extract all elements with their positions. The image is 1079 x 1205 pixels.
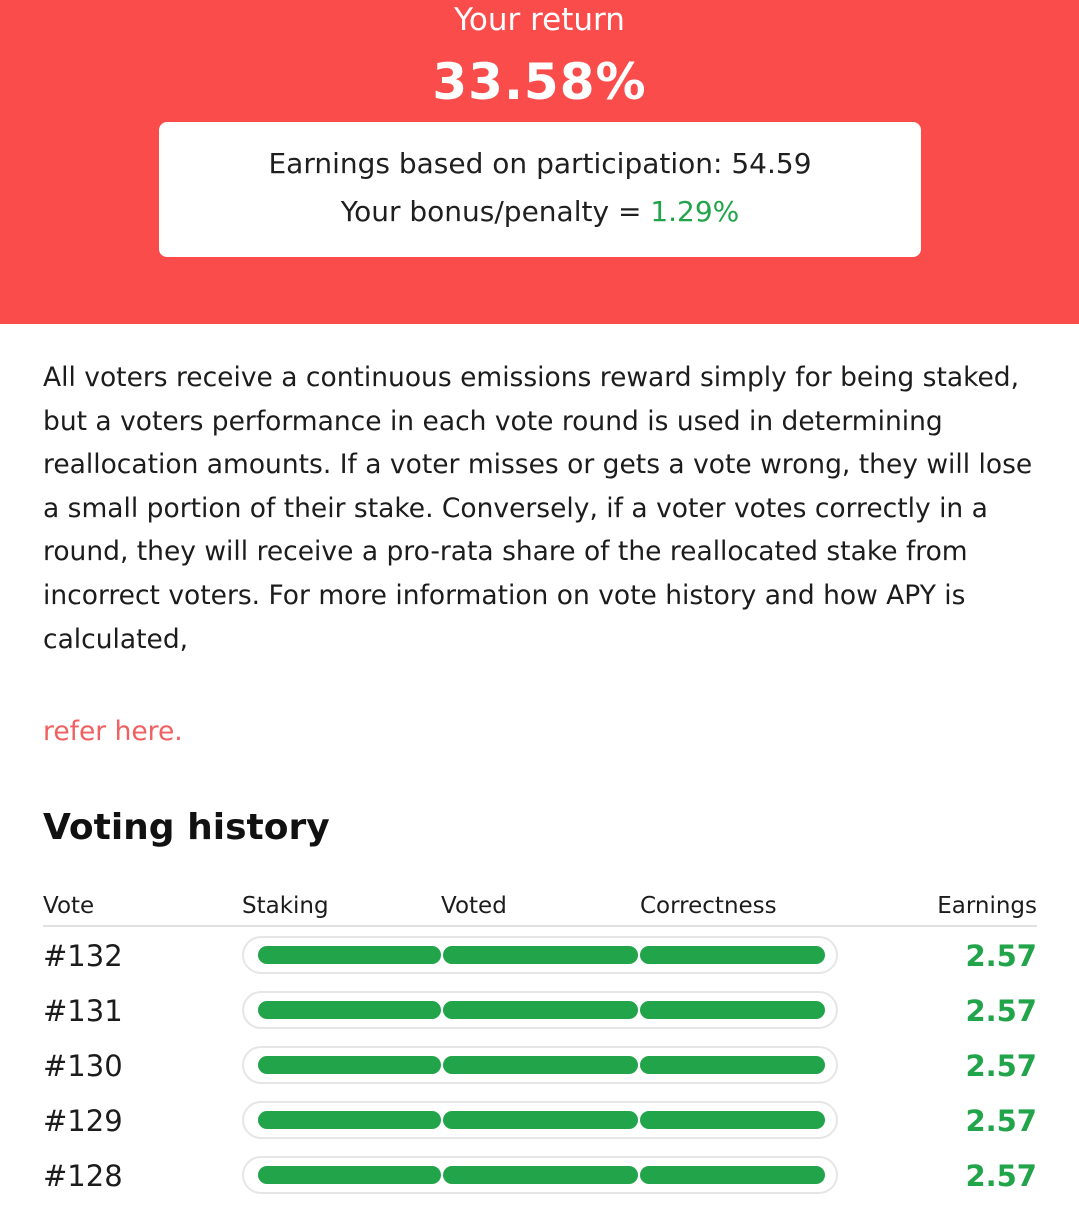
staking-indicator: [258, 1111, 441, 1129]
return-label: Your return: [454, 2, 625, 38]
table-row[interactable]: [0, 985, 1079, 1040]
bonus-penalty-line: [159, 194, 921, 230]
vote-earnings: 2.57: [965, 994, 1037, 1028]
vote-status-bar: [242, 1101, 838, 1139]
rewards-description: All voters receive a continuous emissions reward simply for being staked, but a voters performance in each vote round is used in determining reallocation amounts. If a voter misses or gets a vote wrong, they will lose a small portion of their stake. Conversely, if a voter votes correctly in a round, they will receive a pro-rata share of the reallocated stake from incorrect voters. For more information on vote history and how APY is calculated,: [43, 362, 1033, 655]
vote-status-bar: [242, 1156, 838, 1194]
correctness-indicator: [640, 1111, 825, 1129]
vote-earnings: 2.57: [965, 1159, 1037, 1193]
earnings-summary-card: [159, 122, 921, 257]
column-header-vote: Vote: [43, 893, 95, 919]
staking-indicator: [258, 1166, 441, 1184]
bonus-penalty-value: 1.29%: [650, 195, 740, 228]
voted-indicator: [443, 1056, 638, 1074]
column-header-earnings: Earnings: [937, 893, 1037, 919]
correctness-indicator: [640, 1001, 825, 1019]
table-row[interactable]: [0, 1150, 1079, 1205]
table-row[interactable]: [0, 930, 1079, 985]
voted-indicator: [443, 1111, 638, 1129]
table-row[interactable]: [0, 1095, 1079, 1150]
voted-indicator: [443, 946, 638, 964]
staking-indicator: [258, 946, 441, 964]
vote-earnings: 2.57: [965, 1104, 1037, 1138]
column-header-staking: Staking: [242, 893, 329, 919]
vote-number: #131: [43, 994, 123, 1028]
correctness-indicator: [640, 1056, 825, 1074]
correctness-indicator: [640, 946, 825, 964]
return-value: 33.58%: [432, 53, 647, 111]
header-divider: [43, 925, 1037, 927]
staking-indicator: [258, 1001, 441, 1019]
staking-indicator: [258, 1056, 441, 1074]
vote-status-bar: [242, 991, 838, 1029]
column-header-correctness: Correctness: [640, 893, 777, 919]
vote-status-bar: [242, 1046, 838, 1084]
refer-here-link[interactable]: refer here.: [43, 716, 183, 747]
voted-indicator: [443, 1166, 638, 1184]
bonus-penalty-label: Your bonus/penalty =: [340, 195, 651, 228]
correctness-indicator: [640, 1166, 825, 1184]
table-row[interactable]: [0, 1040, 1079, 1095]
vote-number: #128: [43, 1159, 123, 1193]
return-header: [0, 0, 1079, 324]
vote-earnings: 2.57: [965, 939, 1037, 973]
vote-number: #129: [43, 1104, 123, 1138]
voting-history-title: Voting history: [43, 807, 330, 848]
voting-history-header: [0, 886, 1079, 926]
vote-status-bar: [242, 936, 838, 974]
vote-number: #130: [43, 1049, 123, 1083]
column-header-voted: Voted: [441, 893, 507, 919]
vote-number: #132: [43, 939, 123, 973]
vote-earnings: 2.57: [965, 1049, 1037, 1083]
earnings-participation-text: Earnings based on participation: 54.59: [268, 147, 812, 180]
voted-indicator: [443, 1001, 638, 1019]
